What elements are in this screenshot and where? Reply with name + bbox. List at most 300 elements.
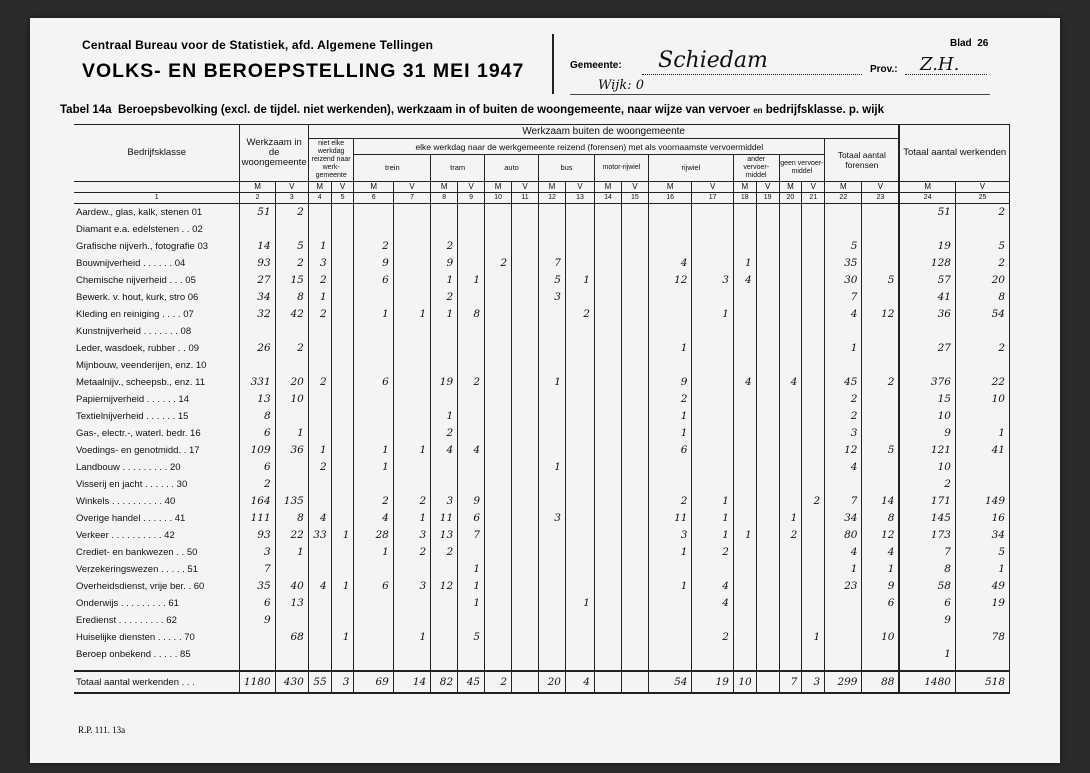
table-cell [512, 306, 539, 323]
table-cell [594, 408, 621, 425]
table-cell: 5 [955, 238, 1009, 255]
table-cell [539, 238, 566, 255]
table-cell: 93 [240, 527, 275, 544]
table-cell [240, 357, 275, 374]
table-cell: 128 [899, 255, 955, 272]
col-tram: tram [431, 155, 485, 182]
table-row [74, 578, 1010, 595]
table-cell: 2 [308, 272, 331, 289]
table-cell: 1 [431, 272, 458, 289]
province-value: Z.H. [920, 54, 960, 75]
table-cell: 20 [955, 272, 1009, 289]
table-cell [331, 340, 354, 357]
table-cell [756, 442, 779, 459]
table-cell [621, 323, 648, 340]
table-cell: 4 [648, 255, 692, 272]
table-cell [485, 476, 512, 493]
table-cell [431, 629, 458, 646]
table-cell [485, 391, 512, 408]
table-row [74, 527, 1010, 544]
table-cell [692, 255, 733, 272]
col-totaal-werkenden: Totaal aantal werkenden [899, 125, 1009, 182]
gemeente-line [642, 74, 862, 75]
table-cell: 121 [899, 442, 955, 459]
table-cell: 1 [955, 561, 1009, 578]
table-cell: 1 [733, 255, 756, 272]
table-cell [565, 374, 594, 391]
table-cell [594, 425, 621, 442]
header-underline [570, 94, 990, 95]
data-table [74, 124, 1010, 694]
table-cell [393, 561, 430, 578]
col-niet-elke: niet elke werkdag reizend naar werk-gemeente [308, 139, 354, 182]
table-cell [308, 476, 331, 493]
table-cell [779, 476, 802, 493]
column-number: 8 [431, 193, 458, 204]
table-cell: 6 [354, 374, 393, 391]
table-cell [485, 357, 512, 374]
table-cell: 3 [539, 510, 566, 527]
table-cell: 3 [308, 255, 331, 272]
table-cell [692, 323, 733, 340]
table-cell [458, 612, 485, 629]
col-v: V [331, 182, 354, 193]
col-v: V [692, 182, 733, 193]
col-m: M [899, 182, 955, 193]
table-cell: 6 [899, 595, 955, 612]
table-cell [621, 561, 648, 578]
table-cell [539, 340, 566, 357]
column-number-row [74, 193, 1010, 204]
table-cell: 13 [240, 391, 275, 408]
table-cell [825, 646, 862, 663]
table-cell [594, 204, 621, 222]
table-cell [621, 204, 648, 222]
table-cell [275, 221, 308, 238]
table-cell [648, 561, 692, 578]
table-cell [802, 357, 825, 374]
col-v: V [621, 182, 648, 193]
table-cell [458, 323, 485, 340]
table-cell [458, 391, 485, 408]
table-cell: 1 [431, 408, 458, 425]
row-label: Onderwijs . . . . . . . . . 61 [74, 595, 240, 612]
col-m: M [240, 182, 275, 193]
table-cell: 3 [802, 671, 825, 693]
table-cell: 1 [648, 408, 692, 425]
table-cell: 1 [692, 527, 733, 544]
table-cell [862, 238, 899, 255]
table-cell [565, 561, 594, 578]
table-cell: 1 [692, 493, 733, 510]
table-cell [308, 425, 331, 442]
table-cell [648, 612, 692, 629]
table-cell: 1 [308, 442, 331, 459]
table-cell [431, 340, 458, 357]
table-cell: 1 [458, 272, 485, 289]
table-cell [621, 612, 648, 629]
table-cell [802, 408, 825, 425]
table-cell [648, 629, 692, 646]
table-cell [393, 340, 430, 357]
table-cell: 8 [458, 306, 485, 323]
table-cell [393, 221, 430, 238]
table-cell [512, 374, 539, 391]
table-cell [621, 476, 648, 493]
spacer-row [74, 663, 1010, 671]
table-cell [862, 221, 899, 238]
table-cell [733, 493, 756, 510]
table-cell [512, 578, 539, 595]
table-cell [779, 357, 802, 374]
table-cell: 7 [458, 527, 485, 544]
table-cell [862, 476, 899, 493]
table-cell [802, 323, 825, 340]
col-geen: geen vervoer-middel [779, 155, 825, 182]
table-cell [621, 442, 648, 459]
table-cell [354, 595, 393, 612]
column-number: 5 [331, 193, 354, 204]
table-row [74, 408, 1010, 425]
col-m: M [594, 182, 621, 193]
table-cell [802, 374, 825, 391]
table-cell [485, 510, 512, 527]
table-cell [331, 459, 354, 476]
table-cell [779, 544, 802, 561]
table-cell [539, 646, 566, 663]
table-cell: 27 [899, 340, 955, 357]
table-cell [512, 340, 539, 357]
table-cell [779, 238, 802, 255]
table-cell [692, 425, 733, 442]
table-cell: 45 [825, 374, 862, 391]
table-cell [692, 221, 733, 238]
table-cell: 36 [275, 442, 308, 459]
table-cell: 26 [240, 340, 275, 357]
col-motorrijwiel: motor-rijwiel [594, 155, 648, 182]
table-cell [756, 646, 779, 663]
table-cell: 6 [240, 425, 275, 442]
table-cell: 12 [862, 527, 899, 544]
table-cell [955, 323, 1009, 340]
table-cell [565, 527, 594, 544]
table-cell [512, 442, 539, 459]
row-label: Totaal aantal werkenden . . . [74, 671, 240, 693]
table-cell: 6 [354, 272, 393, 289]
table-cell: 1 [431, 306, 458, 323]
table-cell [594, 238, 621, 255]
table-cell [512, 391, 539, 408]
table-cell [240, 629, 275, 646]
table-cell [565, 221, 594, 238]
table-cell [594, 612, 621, 629]
table-cell: 1 [354, 442, 393, 459]
table-cell [802, 289, 825, 306]
table-cell: 2 [354, 238, 393, 255]
table-cell [825, 357, 862, 374]
table-cell [862, 340, 899, 357]
table-cell [565, 204, 594, 222]
table-cell [779, 646, 802, 663]
col-v: V [802, 182, 825, 193]
table-cell [733, 340, 756, 357]
table-cell [240, 646, 275, 663]
col-v: V [458, 182, 485, 193]
table-cell: 1 [354, 544, 393, 561]
table-row [74, 323, 1010, 340]
table-cell [308, 612, 331, 629]
row-label: Landbouw . . . . . . . . . 20 [74, 459, 240, 476]
table-cell [692, 391, 733, 408]
table-cell [512, 476, 539, 493]
table-cell: 1 [648, 425, 692, 442]
table-cell [512, 544, 539, 561]
table-cell [308, 646, 331, 663]
table-cell [275, 476, 308, 493]
table-cell [512, 459, 539, 476]
table-cell [512, 221, 539, 238]
table-cell [779, 561, 802, 578]
table-cell: 14 [240, 238, 275, 255]
table-cell [621, 238, 648, 255]
table-cell: 1 [802, 629, 825, 646]
table-cell [539, 323, 566, 340]
table-cell [393, 272, 430, 289]
table-cell: 2 [825, 391, 862, 408]
table-cell: 10 [862, 629, 899, 646]
table-cell [308, 357, 331, 374]
table-cell [594, 671, 621, 693]
table-cell [594, 255, 621, 272]
table-cell [621, 391, 648, 408]
table-cell [308, 561, 331, 578]
table-cell: 4 [308, 578, 331, 595]
table-cell [779, 408, 802, 425]
table-cell [756, 578, 779, 595]
table-cell: 8 [955, 289, 1009, 306]
table-cell [621, 408, 648, 425]
table-cell [648, 476, 692, 493]
table-cell [431, 612, 458, 629]
table-cell [331, 493, 354, 510]
table-cell [431, 204, 458, 222]
table-cell [354, 289, 393, 306]
table-cell: 1 [539, 374, 566, 391]
column-number: 9 [458, 193, 485, 204]
total-row [74, 671, 1010, 693]
table-cell: 1 [565, 272, 594, 289]
table-cell [431, 476, 458, 493]
table-cell: 5 [825, 238, 862, 255]
table-cell: 10 [899, 459, 955, 476]
table-cell: 2 [275, 340, 308, 357]
table-cell [779, 272, 802, 289]
table-cell: 173 [899, 527, 955, 544]
table-cell [393, 459, 430, 476]
table-row [74, 391, 1010, 408]
row-label: Voedings- en genotmidd. . 17 [74, 442, 240, 459]
table-cell [275, 323, 308, 340]
table-cell [331, 204, 354, 222]
table-cell [393, 374, 430, 391]
table-cell [733, 510, 756, 527]
table-cell: 5 [275, 238, 308, 255]
table-cell [331, 289, 354, 306]
table-row [74, 510, 1010, 527]
table-cell [354, 561, 393, 578]
table-cell [594, 561, 621, 578]
table-cell: 2 [431, 544, 458, 561]
table-cell [240, 323, 275, 340]
table-cell [733, 544, 756, 561]
column-number: 19 [756, 193, 779, 204]
column-number: 3 [275, 193, 308, 204]
table-cell [331, 646, 354, 663]
table-cell: 3 [431, 493, 458, 510]
table-cell: 19 [955, 595, 1009, 612]
table-cell [862, 425, 899, 442]
table-cell [862, 646, 899, 663]
table-cell [621, 595, 648, 612]
table-cell: 164 [240, 493, 275, 510]
table-cell [431, 646, 458, 663]
table-cell [331, 442, 354, 459]
table-cell [692, 561, 733, 578]
table-cell [393, 425, 430, 442]
table-cell [733, 425, 756, 442]
col-m: M [539, 182, 566, 193]
table-cell [779, 493, 802, 510]
table-cell [955, 612, 1009, 629]
table-cell: 9 [899, 425, 955, 442]
table-cell [539, 391, 566, 408]
table-cell: 54 [955, 306, 1009, 323]
table-cell [802, 238, 825, 255]
table-cell [756, 510, 779, 527]
table-cell: 3 [240, 544, 275, 561]
table-cell [275, 646, 308, 663]
table-cell [308, 408, 331, 425]
table-cell [393, 595, 430, 612]
table-row [74, 255, 1010, 272]
col-m: M [308, 182, 331, 193]
table-cell [485, 272, 512, 289]
table-cell [756, 340, 779, 357]
table-cell: 82 [431, 671, 458, 693]
table-cell [692, 289, 733, 306]
table-cell: 7 [240, 561, 275, 578]
table-cell [802, 476, 825, 493]
table-cell: 3 [648, 527, 692, 544]
table-cell: 15 [275, 272, 308, 289]
row-label: Diamant e.a. edelstenen . . 02 [74, 221, 240, 238]
table-cell [331, 255, 354, 272]
table-cell [594, 527, 621, 544]
table-cell [565, 289, 594, 306]
province-line [905, 74, 987, 75]
col-m: M [779, 182, 802, 193]
table-row [74, 544, 1010, 561]
col-m: M [648, 182, 692, 193]
table-cell: 5 [458, 629, 485, 646]
table-cell [648, 459, 692, 476]
table-cell: 45 [458, 671, 485, 693]
table-row [74, 629, 1010, 646]
table-cell: 28 [354, 527, 393, 544]
table-cell [779, 289, 802, 306]
table-cell [756, 561, 779, 578]
table-cell: 1 [779, 510, 802, 527]
table-cell [621, 255, 648, 272]
table-cell [431, 221, 458, 238]
table-cell: 13 [431, 527, 458, 544]
table-cell [648, 357, 692, 374]
table-cell [512, 238, 539, 255]
table-cell [565, 544, 594, 561]
table-cell [485, 306, 512, 323]
table-cell [458, 221, 485, 238]
table-cell [779, 221, 802, 238]
table-cell [458, 340, 485, 357]
table-cell [779, 595, 802, 612]
table-cell: 135 [275, 493, 308, 510]
table-cell [733, 391, 756, 408]
column-number: 17 [692, 193, 733, 204]
column-number: 20 [779, 193, 802, 204]
table-cell: 10 [955, 391, 1009, 408]
col-m: M [733, 182, 756, 193]
table-cell: 3 [393, 578, 430, 595]
table-cell: 1 [308, 289, 331, 306]
table-cell [308, 391, 331, 408]
table-cell [648, 238, 692, 255]
table-cell [733, 238, 756, 255]
table-cell: 9 [862, 578, 899, 595]
table-cell: 4 [431, 442, 458, 459]
table-cell [393, 357, 430, 374]
table-cell: 1 [393, 510, 430, 527]
table-row [74, 493, 1010, 510]
table-cell [539, 306, 566, 323]
table-cell [862, 204, 899, 222]
table-cell [308, 629, 331, 646]
col-v: V [955, 182, 1009, 193]
table-cell: 20 [539, 671, 566, 693]
table-cell: 1 [393, 629, 430, 646]
table-cell [331, 544, 354, 561]
table-cell [756, 272, 779, 289]
table-cell [802, 204, 825, 222]
table-cell: 2 [240, 476, 275, 493]
col-m: M [431, 182, 458, 193]
table-cell [733, 578, 756, 595]
table-cell [802, 221, 825, 238]
table-cell [756, 544, 779, 561]
table-cell [899, 357, 955, 374]
table-cell [512, 357, 539, 374]
table-cell: 8 [275, 510, 308, 527]
table-cell: 2 [275, 255, 308, 272]
table-cell [648, 306, 692, 323]
table-cell [802, 340, 825, 357]
row-label: Chemische nijverheid . . . 05 [74, 272, 240, 289]
table-body [74, 204, 1010, 694]
table-cell [692, 442, 733, 459]
table-cell: 5 [862, 272, 899, 289]
table-cell [275, 612, 308, 629]
table-cell [485, 221, 512, 238]
table-cell: 1 [539, 459, 566, 476]
